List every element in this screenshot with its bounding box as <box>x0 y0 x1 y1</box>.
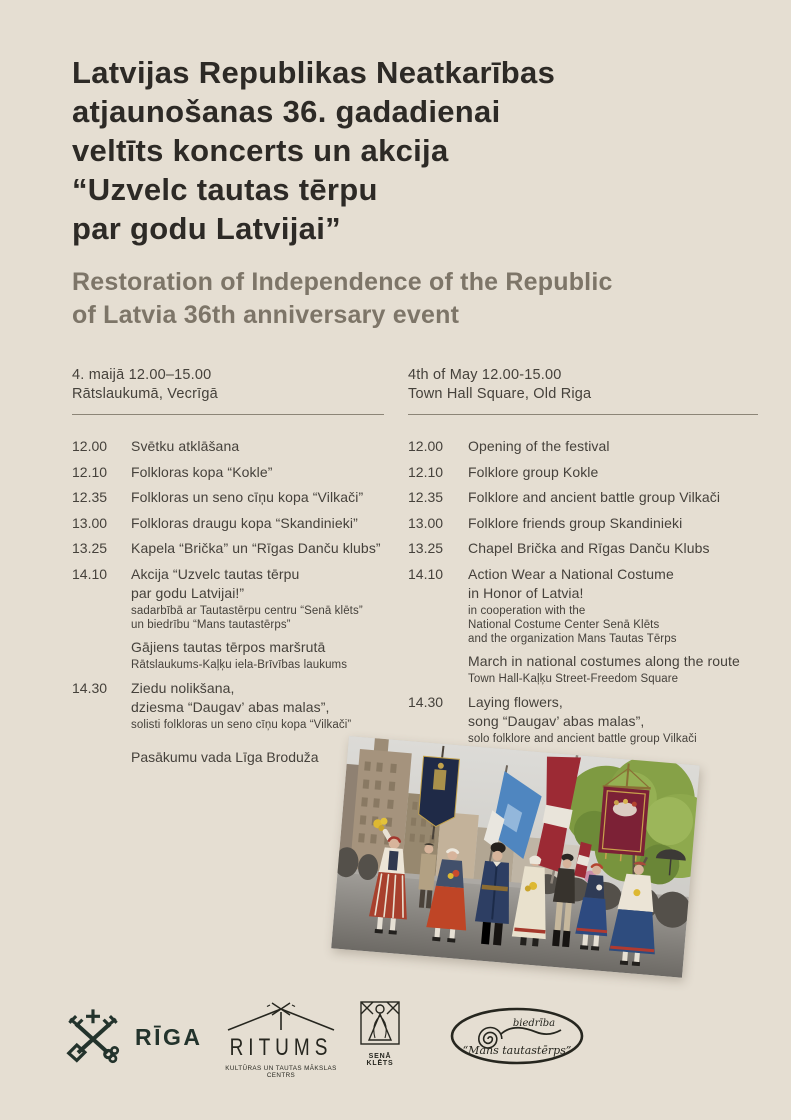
schedule-entry <box>468 565 758 646</box>
schedule-entry-note: in cooperation with the National Costume Center Senā Klēts and the organization Mans Tautas Tērps <box>468 604 677 645</box>
schedule-entry <box>131 565 384 632</box>
schedule-row <box>408 463 758 482</box>
schedule-entry-title: Folklore friends group Skandinieki <box>468 514 683 531</box>
schedule-entry <box>131 463 384 482</box>
schedule-entry-title: Kapela “Brička” un “Rīgas Danču klubs” <box>131 540 381 556</box>
schedule-entry-title: Ziedu nolikšana, dziesma “Daugav’ abas malas”, <box>131 679 330 715</box>
schedule-entry-note: Town Hall-Kaļķu Street-Freedom Square <box>468 673 679 685</box>
schedule-entry-note: sadarbībā ar Tautastērpu centru “Senā klēts” un biedrību “Mans tautastērps” <box>131 604 363 631</box>
schedule-entry <box>131 679 384 732</box>
riga-wordmark: RĪGA <box>135 1023 203 1050</box>
mans-tautasterps-line2: “Mans tautastērps” <box>462 1044 572 1057</box>
schedule-entry <box>131 437 384 456</box>
schedule-entry-note: solo folklore and ancient battle group Vilkači <box>468 732 697 745</box>
host-note: Pasākumu vada Līga Broduža <box>131 748 319 765</box>
schedule-entry-title: Laying flowers, song “Daugav’ abas malas”, <box>468 693 645 729</box>
event-date-location-en: 4th of May 12.00-15.00 Town Hall Square, Old Riga <box>408 367 592 402</box>
divider-line <box>72 414 384 415</box>
schedule-row <box>408 652 758 686</box>
schedule-time <box>72 638 131 672</box>
schedule-entry <box>131 514 384 533</box>
schedule-entry <box>131 539 384 558</box>
schedule-entry <box>131 638 384 672</box>
sena-klets-emblem-icon <box>359 1000 401 1046</box>
schedule-column-latvian <box>72 366 384 767</box>
schedule-time: 13.00 <box>72 514 108 531</box>
schedule-list-en <box>408 437 758 746</box>
mans-tautasterps-logo <box>448 1006 586 1071</box>
schedule-list-lv <box>72 437 384 732</box>
poster-subtitle-en: Restoration of Independence of the Republic of Latvia 36th anniversary event <box>72 268 613 329</box>
schedule-entry-title: Folkloras un seno cīņu kopa “Vilkači” <box>131 489 364 505</box>
schedule-row <box>408 488 758 507</box>
schedule-time: 14.10 <box>408 565 444 582</box>
event-photo <box>331 736 700 978</box>
schedule-row <box>408 539 758 558</box>
schedule-entry-title: March in national costumes along the route <box>468 653 740 669</box>
schedule-column-english <box>408 366 758 752</box>
schedule-row <box>408 437 758 456</box>
poster-title: Latvijas Republikas Neatkarības atjaunošanas 36. gadadienai veltīts koncerts un akcija “Uzvelc tautas tērpu par godu Latvijai” <box>72 55 556 246</box>
schedule-entry-title: Opening of the festival <box>468 438 610 454</box>
schedule-entry-title: Svētku atklāšana <box>131 438 240 454</box>
schedule-time: 14.10 <box>72 565 108 582</box>
event-date-location-lv: 4. maijā 12.00–15.00 Rātslaukumā, Vecrīgā <box>72 367 218 402</box>
divider-line <box>408 414 758 415</box>
schedule-time: 13.25 <box>408 540 444 556</box>
mans-tautasterps-oval-icon <box>448 1006 586 1066</box>
schedule-time: 13.00 <box>408 514 444 531</box>
schedule-time: 12.35 <box>408 489 444 505</box>
schedule-row <box>72 638 384 672</box>
schedule-entry-title: Folkloras kopa “Kokle” <box>131 463 273 480</box>
schedule-row <box>408 693 758 746</box>
schedule-time: 14.30 <box>72 679 108 696</box>
mans-tautasterps-line1: biedrība <box>512 1018 556 1029</box>
schedule-entry <box>468 463 758 482</box>
ritums-wordmark: RITUMS <box>229 1035 333 1062</box>
schedule-row <box>72 679 384 732</box>
schedule-row <box>72 488 384 507</box>
schedule-entry <box>468 652 758 686</box>
schedule-time: 12.10 <box>408 463 444 480</box>
schedule-entry <box>468 437 758 456</box>
riga-logo <box>66 1008 203 1066</box>
schedule-time: 12.00 <box>72 438 108 454</box>
schedule-entry-title: Action Wear a National Costume in Honor of Latvia! <box>468 565 674 601</box>
schedule-row <box>72 437 384 456</box>
event-photo-illustration <box>331 736 700 978</box>
ritums-roof-icon <box>224 1002 338 1032</box>
schedule-row <box>72 463 384 482</box>
schedule-time: 12.10 <box>72 463 108 480</box>
schedule-entry <box>468 693 758 746</box>
ritums-logo <box>224 1002 338 1079</box>
schedule-row <box>72 539 384 558</box>
schedule-time: 12.35 <box>72 489 108 505</box>
schedule-entry-title: Akcija “Uzvelc tautas tērpu par godu Latvijai!” <box>131 565 300 601</box>
schedule-entry-title: Folklore group Kokle <box>468 463 599 480</box>
sena-klets-caption: SENĀ KLĒTS <box>366 1053 394 1067</box>
schedule-entry-title: Folklore and ancient battle group Vilkači <box>468 489 721 505</box>
schedule-row <box>72 514 384 533</box>
schedule-entry-note: Rātslaukums-Kaļķu iela-Brīvības laukums <box>131 659 348 671</box>
schedule-time <box>408 652 468 686</box>
schedule-time: 14.30 <box>408 693 444 710</box>
schedule-entry <box>131 488 384 507</box>
schedule-entry-title: Folkloras draugu kopa “Skandinieki” <box>131 514 358 531</box>
schedule-entry <box>468 488 758 507</box>
schedule-entry-title: Chapel Brička and Rīgas Danču Klubs <box>468 540 710 556</box>
riga-crossed-keys-icon <box>66 1008 120 1066</box>
schedule-entry <box>468 514 758 533</box>
schedule-entry <box>468 539 758 558</box>
schedule-row <box>408 565 758 646</box>
ritums-caption: KULTŪRAS UN TAUTAS MĀKSLAS CENTRS <box>225 1065 337 1079</box>
partner-logos <box>0 998 791 1078</box>
schedule-row <box>72 565 384 632</box>
schedule-time: 13.25 <box>72 540 108 556</box>
sena-klets-logo <box>356 1000 404 1067</box>
schedule-time: 12.00 <box>408 438 444 454</box>
schedule-row <box>408 514 758 533</box>
schedule-entry-note: solisti folkloras un seno cīņu kopa “Vilkači” <box>131 718 352 731</box>
schedule-entry-title: Gājiens tautas tērpos maršrutā <box>131 639 326 655</box>
